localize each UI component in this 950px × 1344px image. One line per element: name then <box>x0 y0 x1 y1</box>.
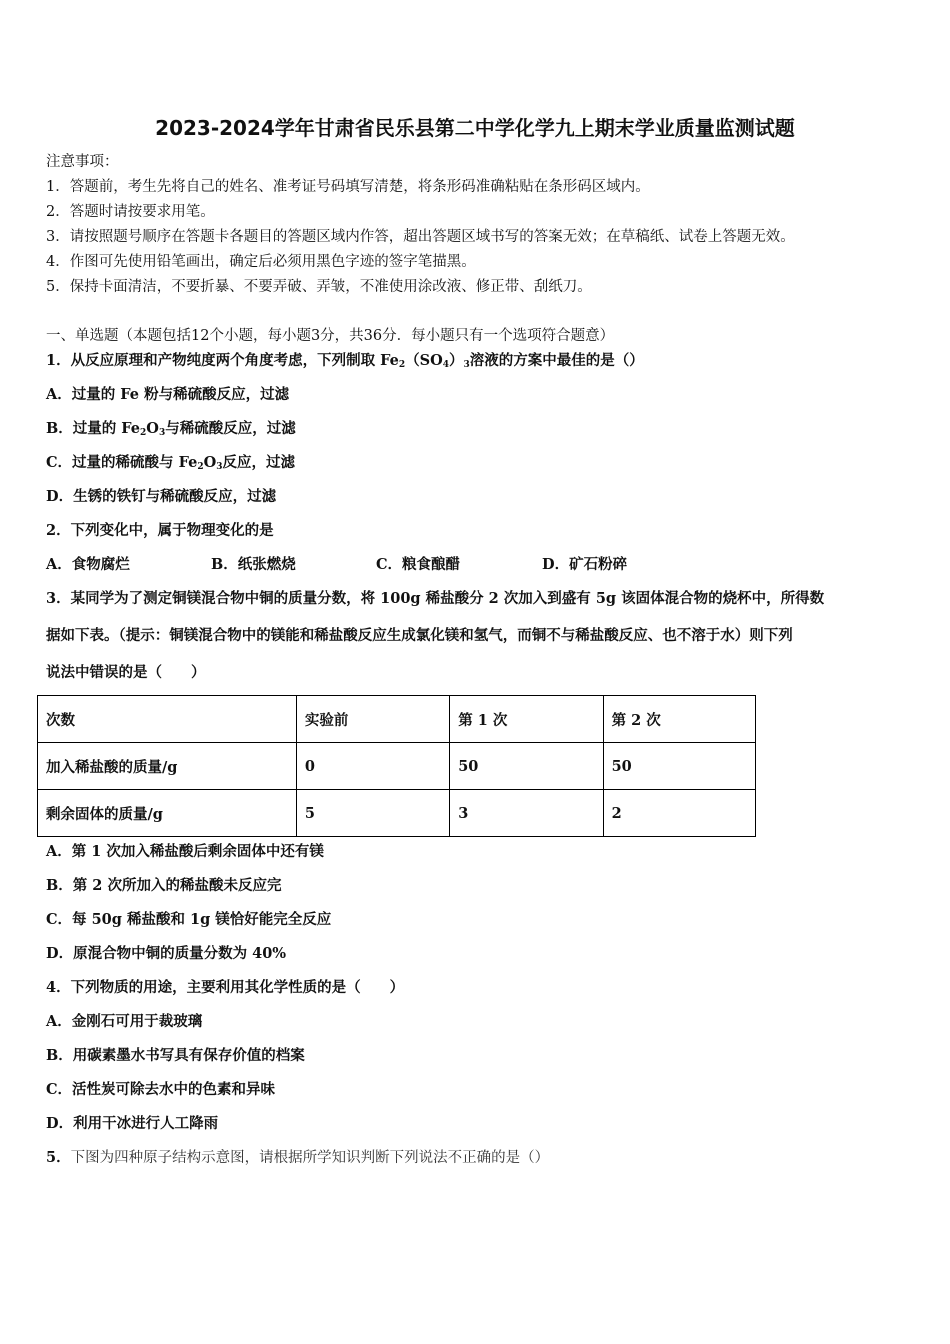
question-3-stem-line-3: 说法中错误的是（ ） <box>46 664 206 681</box>
q1-option-c <box>46 453 295 473</box>
notice-item-1: 1．答题前，考生先将自己的姓名、准考证号码填写清楚，将条形码准确粘贴在条形码区域内。 <box>46 179 650 195</box>
q1-optc-part: 反应，过滤 <box>222 454 295 471</box>
q1-stem-part: ） <box>449 352 464 369</box>
table-cell: 0 <box>296 743 449 790</box>
q1-stem-part: 1．从反应原理和产物纯度两个角度考虑，下列制取 Fe <box>46 352 399 369</box>
notice-heading: 注意事项： <box>46 154 119 170</box>
q1-optc-part: C．过量的稀硫酸与 Fe <box>46 454 198 471</box>
q2-option-d: D．矿石粉碎 <box>542 556 628 573</box>
q1-optb-part: O <box>146 420 159 437</box>
q3-option-d: D．原混合物中铜的质量分数为 40% <box>46 945 287 962</box>
q1-stem-sub: 2 <box>398 360 406 370</box>
question-3-stem-line-1: 3．某同学为了测定铜镁混合物中铜的质量分数，将 100g 稀盐酸分 2 次加入到盛有 5g 该固体混合物的烧杯中，所得数 <box>46 590 825 607</box>
q2-option-a: A．食物腐烂 <box>46 556 130 573</box>
table-cell: 50 <box>450 743 603 790</box>
q1-optc-sub: 3 <box>216 462 223 472</box>
question-5-stem <box>46 1148 549 1168</box>
notice-item-5: 5．保持卡面清洁，不要折暴、不要弄破、弄皱，不准使用涂改液、修正带、刮纸刀。 <box>46 279 592 295</box>
q1-optb-part: 与稀硫酸反应，过滤 <box>165 420 296 437</box>
q2-option-b: B．纸张燃烧 <box>211 556 296 573</box>
table-cell: 3 <box>450 790 603 837</box>
section-heading: 一、单选题（本题包括12个小题，每小题3分，共36分．每小题只有一个选项符合题意） <box>46 328 615 344</box>
question-1-stem <box>46 351 644 371</box>
q1-optb-sub: 3 <box>158 428 166 438</box>
q3-option-b: B．第 2 次所加入的稀盐酸未反应完 <box>46 877 282 894</box>
q1-stem-sub: 4 <box>442 360 450 370</box>
q4-option-b: B．用碳素墨水书写具有保存价值的档案 <box>46 1047 305 1064</box>
table-header-cell: 次数 <box>38 696 297 743</box>
q4-option-a: A．金刚石可用于裁玻璃 <box>46 1013 203 1030</box>
notice-item-3: 3．请按照题号顺序在答题卡各题目的答题区域内作答，超出答题区域书写的答案无效；在草稿纸、试卷上答题无效。 <box>46 229 795 245</box>
table-cell: 剩余固体的质量/g <box>38 790 297 837</box>
q1-stem-part: 溶液的方案中最佳的是（） <box>469 352 644 369</box>
notice-item-4: 4．作图可先使用铅笔画出，确定后必须用黑色字迹的签字笔描黑。 <box>46 254 476 270</box>
table-header-cell: 第 1 次 <box>450 696 603 743</box>
q4-option-d: D．利用干冰进行人工降雨 <box>46 1115 219 1132</box>
question-2-stem: 2．下列变化中，属于物理变化的是 <box>46 522 274 539</box>
q3-option-a: A．第 1 次加入稀盐酸后剩余固体中还有镁 <box>46 843 324 860</box>
q1-option-d: D．生锈的铁钉与稀硫酸反应，过滤 <box>46 488 277 505</box>
q3-data-table <box>37 695 756 837</box>
table-cell: 50 <box>603 743 755 790</box>
q1-optc-sub: 2 <box>197 462 204 472</box>
q1-stem-sub: 3 <box>463 360 470 370</box>
q1-option-a: A．过量的 Fe 粉与稀硫酸反应，过滤 <box>46 386 290 403</box>
q1-optb-sub: 2 <box>140 428 147 438</box>
q1-option-b <box>46 419 296 439</box>
page-title: 2023-2024学年甘肃省民乐县第二中学化学九上期末学业质量监测试题 <box>155 116 795 140</box>
table-cell: 加入稀盐酸的质量/g <box>38 743 297 790</box>
q4-option-c: C．活性炭可除去水中的色素和异味 <box>46 1081 276 1098</box>
table-row <box>38 790 756 837</box>
q1-optb-part: B．过量的 Fe <box>46 420 141 437</box>
q1-stem-part: （SO <box>405 352 443 369</box>
table-header-row <box>38 696 756 743</box>
question-3-stem-line-2: 据如下表。（提示：铜镁混合物中的镁能和稀盐酸反应生成氯化镁和氢气，而铜不与稀盐酸反应、也不溶于水）则下列 <box>46 627 793 644</box>
table-header-cell: 实验前 <box>296 696 449 743</box>
question-4-stem: 4．下列物质的用途，主要利用其化学性质的是（ ） <box>46 979 405 996</box>
q2-option-c: C．粮食酿醋 <box>376 556 461 573</box>
table-row <box>38 743 756 790</box>
notice-item-2: 2．答题时请按要求用笔。 <box>46 204 215 220</box>
table-cell: 5 <box>296 790 449 837</box>
table-header-cell: 第 2 次 <box>603 696 755 743</box>
q3-option-c: C．每 50g 稀盐酸和 1g 镁恰好能完全反应 <box>46 911 332 928</box>
q5-number: 5． <box>46 1149 71 1166</box>
q5-stem-text: 下图为四种原子结构示意图，请根据所学知识判断下列说法不正确的是（） <box>70 1150 550 1166</box>
q1-optc-part: O <box>203 454 217 471</box>
table-cell: 2 <box>603 790 755 837</box>
